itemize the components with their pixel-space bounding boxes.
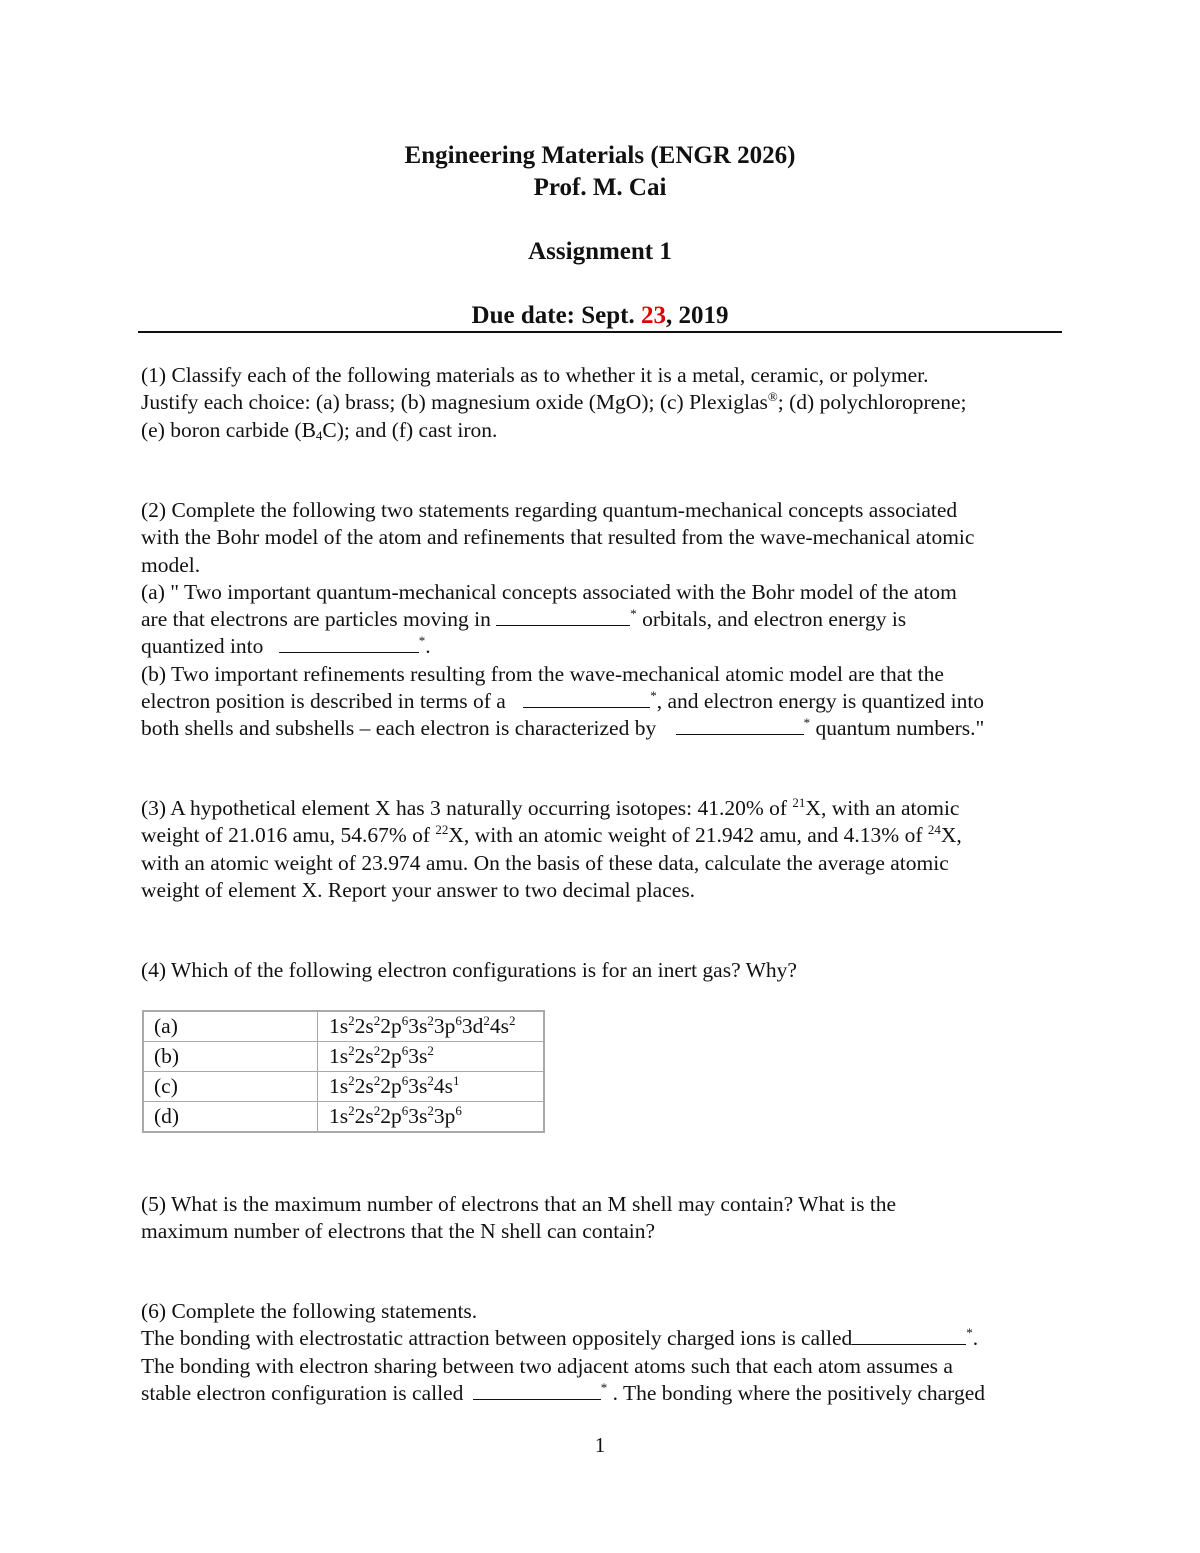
electron-configuration: $1s^22s^22p^63s^23p^63d^24s^2$ bbox=[318, 1011, 545, 1042]
assignment-title: Assignment 1 bbox=[528, 238, 672, 265]
electron-configuration: $1s^22s^22p^63s^23p^6$ bbox=[318, 1102, 545, 1133]
table-row bbox=[143, 1042, 544, 1072]
option-label: (d) bbox=[143, 1102, 318, 1133]
answer-blank-position[interactable] bbox=[523, 689, 650, 708]
question-1: (1) Classify each of the following materials as to whether it is a metal, ceramic, or polymer. Justify each choice: (a) brass; (b) magnesium oxide (MgO); (c) Plexiglas®; (d) polychloroprene; (e) boron carbide $(B_4C)$; and (f) cast iron. bbox=[141, 363, 967, 443]
question-3: (3) A hypothetical element X has 3 naturally occurring isotopes: 41.20% of $^{21}$X, with an atomic weight of 21.016 amu, 54.67% of $^{22}$X, with an atomic weight of 21.942 amu, and 4.13% of $^{24}$X, with an atomic weight of 23.974 amu. On the basis of these data, calculate the average atomic weight of element X. Report your answer to two decimal places. bbox=[141, 795, 962, 902]
due-date: Due date: Sept. 23, 2019 bbox=[471, 302, 729, 329]
answer-blank-orbits[interactable] bbox=[496, 607, 630, 626]
electron-config-table bbox=[142, 1010, 545, 1133]
answer-blank-covalent[interactable] bbox=[473, 1381, 601, 1400]
due-day: 23 bbox=[640, 302, 666, 329]
table-row bbox=[143, 1011, 544, 1042]
table-row bbox=[143, 1102, 544, 1133]
header-divider bbox=[138, 331, 1062, 333]
electron-configuration: $1s^22s^22p^63s^24s^1$ bbox=[318, 1072, 545, 1102]
option-label: (b) bbox=[143, 1042, 318, 1072]
answer-blank-quantum-numbers[interactable] bbox=[676, 716, 804, 735]
option-label: (a) bbox=[143, 1011, 318, 1042]
answer-blank-quantized[interactable] bbox=[279, 634, 419, 653]
table-row bbox=[143, 1072, 544, 1102]
course-title: Engineering Materials (ENGR 2026) bbox=[404, 142, 796, 169]
option-label: (c) bbox=[143, 1072, 318, 1102]
question-5: (5) What is the maximum number of electrons that an M shell may contain? What is the maximum number of electrons that the N shell can contain? bbox=[141, 1192, 897, 1244]
question-4: (4) Which of the following electron configurations is for an inert gas? Why? bbox=[141, 958, 797, 982]
electron-configuration: $1s^22s^22p^63s^2$ bbox=[318, 1042, 545, 1072]
page-number: 1 bbox=[594, 1433, 606, 1457]
question-2: (2) Complete the following two statements regarding quantum-mechanical concepts associated with the Bohr model of the atom and refinements that resulted from the wave-mechanical atomic model. (a) " Two important quantum-mechanical concepts associated with the Bohr model of the atom are that electrons are particles moving in * orbitals, and electron energy is quantized into *. (b) Two important refinements resulting from the wave-mechanical atomic model are that the electron position is described in terms of a *, and electron energy is quantized into both shells and subshells – each electron is characterized by * quantum numbers." bbox=[141, 498, 985, 741]
professor-name: Prof. M. Cai bbox=[533, 174, 667, 201]
answer-blank-ionic[interactable] bbox=[852, 1326, 966, 1345]
question-6: (6) Complete the following statements. The bonding with electrostatic attraction between oppositely charged ions is called *. The bonding with electron sharing between two adjacent atoms such that each atom assumes a stable electron configuration is called * . The bonding where the positively charged bbox=[141, 1299, 986, 1405]
